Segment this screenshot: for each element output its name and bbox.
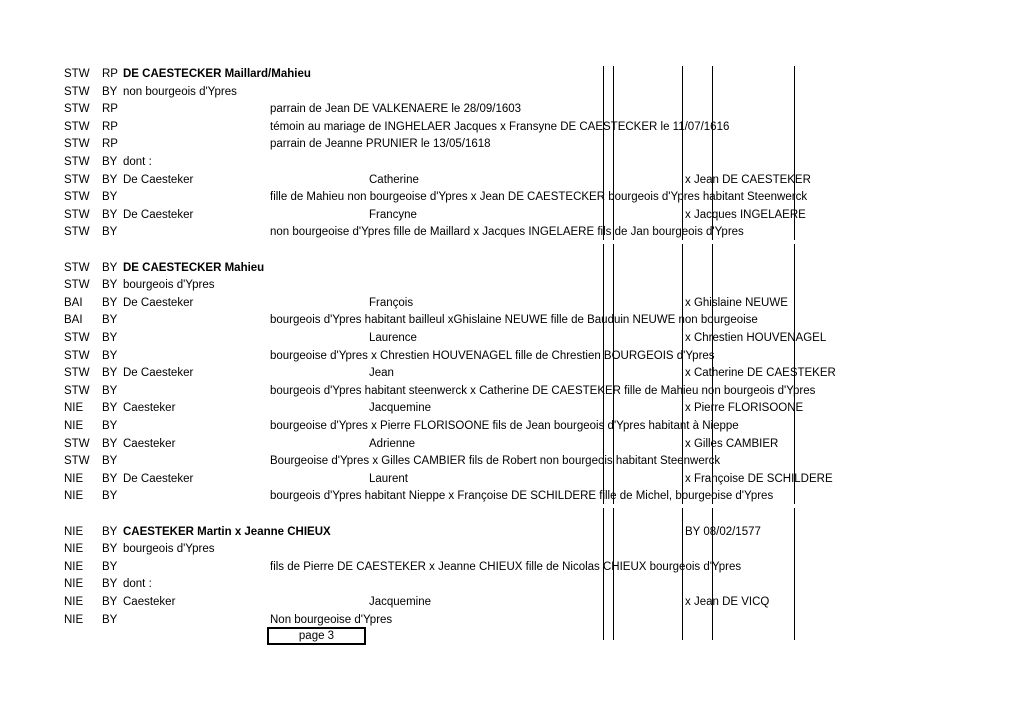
- cell-c4: non bourgeoise d'Ypres fille de Maillard x Jacques INGELAERE fils de Jan bourgeois d'Ypres: [270, 226, 744, 239]
- cell-c5: Jacquemine: [369, 596, 432, 608]
- cell-c1: NIE: [64, 472, 84, 485]
- cell-c5: Catherine: [369, 173, 419, 186]
- cell-c3: De Caesteker: [123, 208, 194, 221]
- cell-c1: NIE: [64, 490, 84, 503]
- cell-c1: STW: [64, 367, 90, 380]
- cell-c2: BY: [102, 472, 118, 485]
- cell-c6: x Jean DE VICQ: [685, 596, 770, 608]
- cell-c2: BY: [102, 420, 118, 432]
- cell-c1: NIE: [64, 578, 84, 591]
- table-row: [0, 436, 1024, 453]
- table-row: [0, 154, 1024, 171]
- cell-c1: STW: [64, 279, 90, 292]
- cell-c1: NIE: [64, 543, 84, 556]
- table-row: [0, 612, 1024, 629]
- cell-c4: fille de Mahieu non bourgeoise d'Ypres x Jean DE CAESTECKER bourgeois d'Ypres habitant Steenwerck: [270, 191, 808, 204]
- cell-c4: fils de Pierre DE CAESTEKER x Jeanne CHIEUX fille de Nicolas CHIEUX bourgeois d'Ypres: [270, 560, 742, 573]
- cell-c2: BY: [102, 85, 118, 98]
- cell-c4: bourgeois d'Ypres habitant bailleul xGhislaine NEUWE fille de Bauduin NEUWE non bourgeoise: [270, 314, 758, 327]
- table-row: [0, 365, 1024, 382]
- table-row: [0, 312, 1024, 329]
- table-row: [0, 172, 1024, 189]
- cell-c1: NIE: [64, 613, 84, 626]
- table-row: [0, 594, 1024, 611]
- cell-c2: BY: [102, 173, 118, 186]
- cell-c4: parrain de Jeanne PRUNIER le 13/05/1618: [270, 138, 491, 151]
- table-row: [0, 400, 1024, 417]
- cell-c3: bourgeois d'Ypres: [123, 543, 215, 556]
- cell-c2: BY: [102, 156, 118, 168]
- cell-c1: STW: [64, 455, 90, 468]
- cell-c1: STW: [64, 437, 90, 450]
- cell-c6: x Jean DE CAESTEKER: [685, 173, 811, 186]
- cell-c4: bourgeois d'Ypres habitant steenwerck x Catherine DE CAESTEKER fille de Mahieu non bourgeois d'Ypres: [270, 384, 816, 397]
- cell-c2: BY: [102, 613, 118, 626]
- cell-c3: Caesteker: [123, 596, 176, 608]
- cell-c2: BY: [102, 596, 118, 608]
- cell-c2: BY: [102, 279, 118, 292]
- cell-c3: DE CAESTECKER Mahieu: [123, 261, 265, 274]
- cell-c5: Adrienne: [369, 437, 416, 450]
- cell-c1: BAI: [64, 296, 83, 309]
- cell-c1: STW: [64, 85, 90, 98]
- cell-c2: BY: [102, 226, 118, 239]
- table-row: [0, 277, 1024, 294]
- cell-c2: BY: [102, 261, 118, 274]
- cell-c1: NIE: [64, 560, 84, 573]
- cell-c2: BY: [102, 332, 118, 344]
- cell-c1: STW: [64, 226, 90, 239]
- table-row: [0, 101, 1024, 118]
- cell-c1: NIE: [64, 596, 84, 608]
- table-row: [0, 136, 1024, 153]
- cell-c2: RP: [102, 120, 118, 133]
- table-row: [0, 559, 1024, 576]
- cell-c2: BY: [102, 437, 118, 450]
- table-row: [0, 348, 1024, 365]
- cell-c2: BY: [102, 578, 118, 591]
- table-row: [0, 576, 1024, 593]
- cell-c2: BY: [102, 191, 118, 204]
- cell-c5: Jacquemine: [369, 402, 432, 415]
- cell-c1: STW: [64, 384, 90, 397]
- cell-c2: BY: [102, 455, 118, 468]
- cell-c4: témoin au mariage de INGHELAER Jacques x Fransyne DE CAESTECKER le 11/07/1616: [270, 120, 730, 133]
- table-row: [0, 541, 1024, 558]
- table-row: [0, 471, 1024, 488]
- cell-c3: De Caesteker: [123, 472, 194, 485]
- cell-c3: dont :: [123, 156, 152, 168]
- table-row: [0, 295, 1024, 312]
- cell-c6: x Catherine DE CAESTEKER: [685, 367, 836, 380]
- cell-c4: parrain de Jean DE VALKENAERE le 28/09/1603: [270, 103, 522, 116]
- cell-c2: BY: [102, 349, 118, 362]
- cell-c4: Non bourgeoise d'Ypres: [270, 613, 393, 626]
- cell-c4: bourgeois d'Ypres habitant Nieppe x Françoise DE SCHILDERE fille de Michel, bourgeoise d'Ypres: [270, 490, 774, 503]
- cell-c3: Caesteker: [123, 402, 176, 415]
- cell-c3: non bourgeois d'Ypres: [123, 85, 237, 98]
- table-row: [0, 66, 1024, 83]
- table-row: [0, 383, 1024, 400]
- cell-c2: BY: [102, 314, 118, 327]
- cell-c1: STW: [64, 349, 90, 362]
- cell-c1: NIE: [64, 402, 84, 415]
- cell-c2: BY: [102, 490, 118, 503]
- cell-c2: BY: [102, 543, 118, 556]
- table-row: [0, 207, 1024, 224]
- cell-c3: CAESTEKER Martin x Jeanne CHIEUX: [123, 525, 331, 538]
- cell-c1: STW: [64, 191, 90, 204]
- cell-c5: François: [369, 296, 414, 309]
- table-row: [0, 418, 1024, 435]
- cell-c1: STW: [64, 332, 90, 344]
- cell-c2: BY: [102, 384, 118, 397]
- cell-c5: Laurence: [369, 332, 417, 344]
- cell-c2: BY: [102, 367, 118, 380]
- cell-c6: x Chrestien HOUVENAGEL: [685, 332, 827, 344]
- table-row: [0, 453, 1024, 470]
- cell-c3: De Caesteker: [123, 367, 194, 380]
- cell-c4: Bourgeoise d'Ypres x Gilles CAMBIER fils de Robert non bourgeois habitant Steenwerck: [270, 455, 721, 468]
- cell-c2: BY: [102, 208, 118, 221]
- cell-c4: bourgeoise d'Ypres x Chrestien HOUVENAGEL fille de Chrestien BOURGEOIS d'Ypres: [270, 349, 715, 362]
- cell-c2: BY: [102, 296, 118, 309]
- cell-c5: Laurent: [369, 472, 409, 485]
- table-row: [0, 84, 1024, 101]
- cell-c1: BAI: [64, 314, 83, 327]
- cell-c6: x Gilles CAMBIER: [685, 437, 779, 450]
- cell-c3: DE CAESTECKER Maillard/Mahieu: [123, 68, 311, 80]
- table-row: [0, 224, 1024, 241]
- cell-c3: De Caesteker: [123, 296, 194, 309]
- page-number-box: [267, 627, 366, 645]
- cell-c2: BY: [102, 402, 118, 415]
- table-row: [0, 506, 1024, 523]
- table-row: [0, 488, 1024, 505]
- cell-c6: x Pierre FLORISOONE: [685, 402, 804, 415]
- cell-c2: RP: [102, 103, 118, 116]
- cell-c5: Francyne: [369, 208, 417, 221]
- cell-c2: BY: [102, 560, 118, 573]
- cell-c1: NIE: [64, 525, 84, 538]
- cell-c3: bourgeois d'Ypres: [123, 279, 215, 292]
- cell-c1: STW: [64, 173, 90, 186]
- table-row: [0, 189, 1024, 206]
- table-row: [0, 242, 1024, 259]
- table-row: [0, 260, 1024, 277]
- table-row: [0, 119, 1024, 136]
- table-row: [0, 524, 1024, 541]
- table-row: [0, 330, 1024, 347]
- cell-c4: bourgeoise d'Ypres x Pierre FLORISOONE fils de Jean bourgeois d'Ypres habitant à Nieppe: [270, 420, 739, 432]
- cell-c1: STW: [64, 120, 90, 133]
- cell-c1: NIE: [64, 420, 84, 432]
- cell-c3: Caesteker: [123, 437, 176, 450]
- cell-c1: STW: [64, 138, 90, 151]
- cell-c2: RP: [102, 138, 118, 151]
- cell-c2: RP: [102, 68, 118, 80]
- cell-c1: STW: [64, 156, 90, 168]
- page-number-label: page 3: [298, 630, 335, 642]
- cell-c3: dont :: [123, 578, 152, 591]
- cell-c1: STW: [64, 208, 90, 221]
- cell-c3: De Caesteker: [123, 173, 194, 186]
- cell-c6: x Jacques INGELAERE: [685, 208, 806, 221]
- cell-c1: STW: [64, 261, 90, 274]
- cell-c2: BY: [102, 525, 118, 538]
- cell-c1: STW: [64, 68, 90, 80]
- cell-c1: STW: [64, 103, 90, 116]
- cell-c6: BY 08/02/1577: [685, 525, 761, 538]
- cell-c6: x Ghislaine NEUWE: [685, 296, 788, 309]
- cell-c5: Jean: [369, 367, 394, 380]
- cell-c6: x Françoise DE SCHILDERE: [685, 472, 833, 485]
